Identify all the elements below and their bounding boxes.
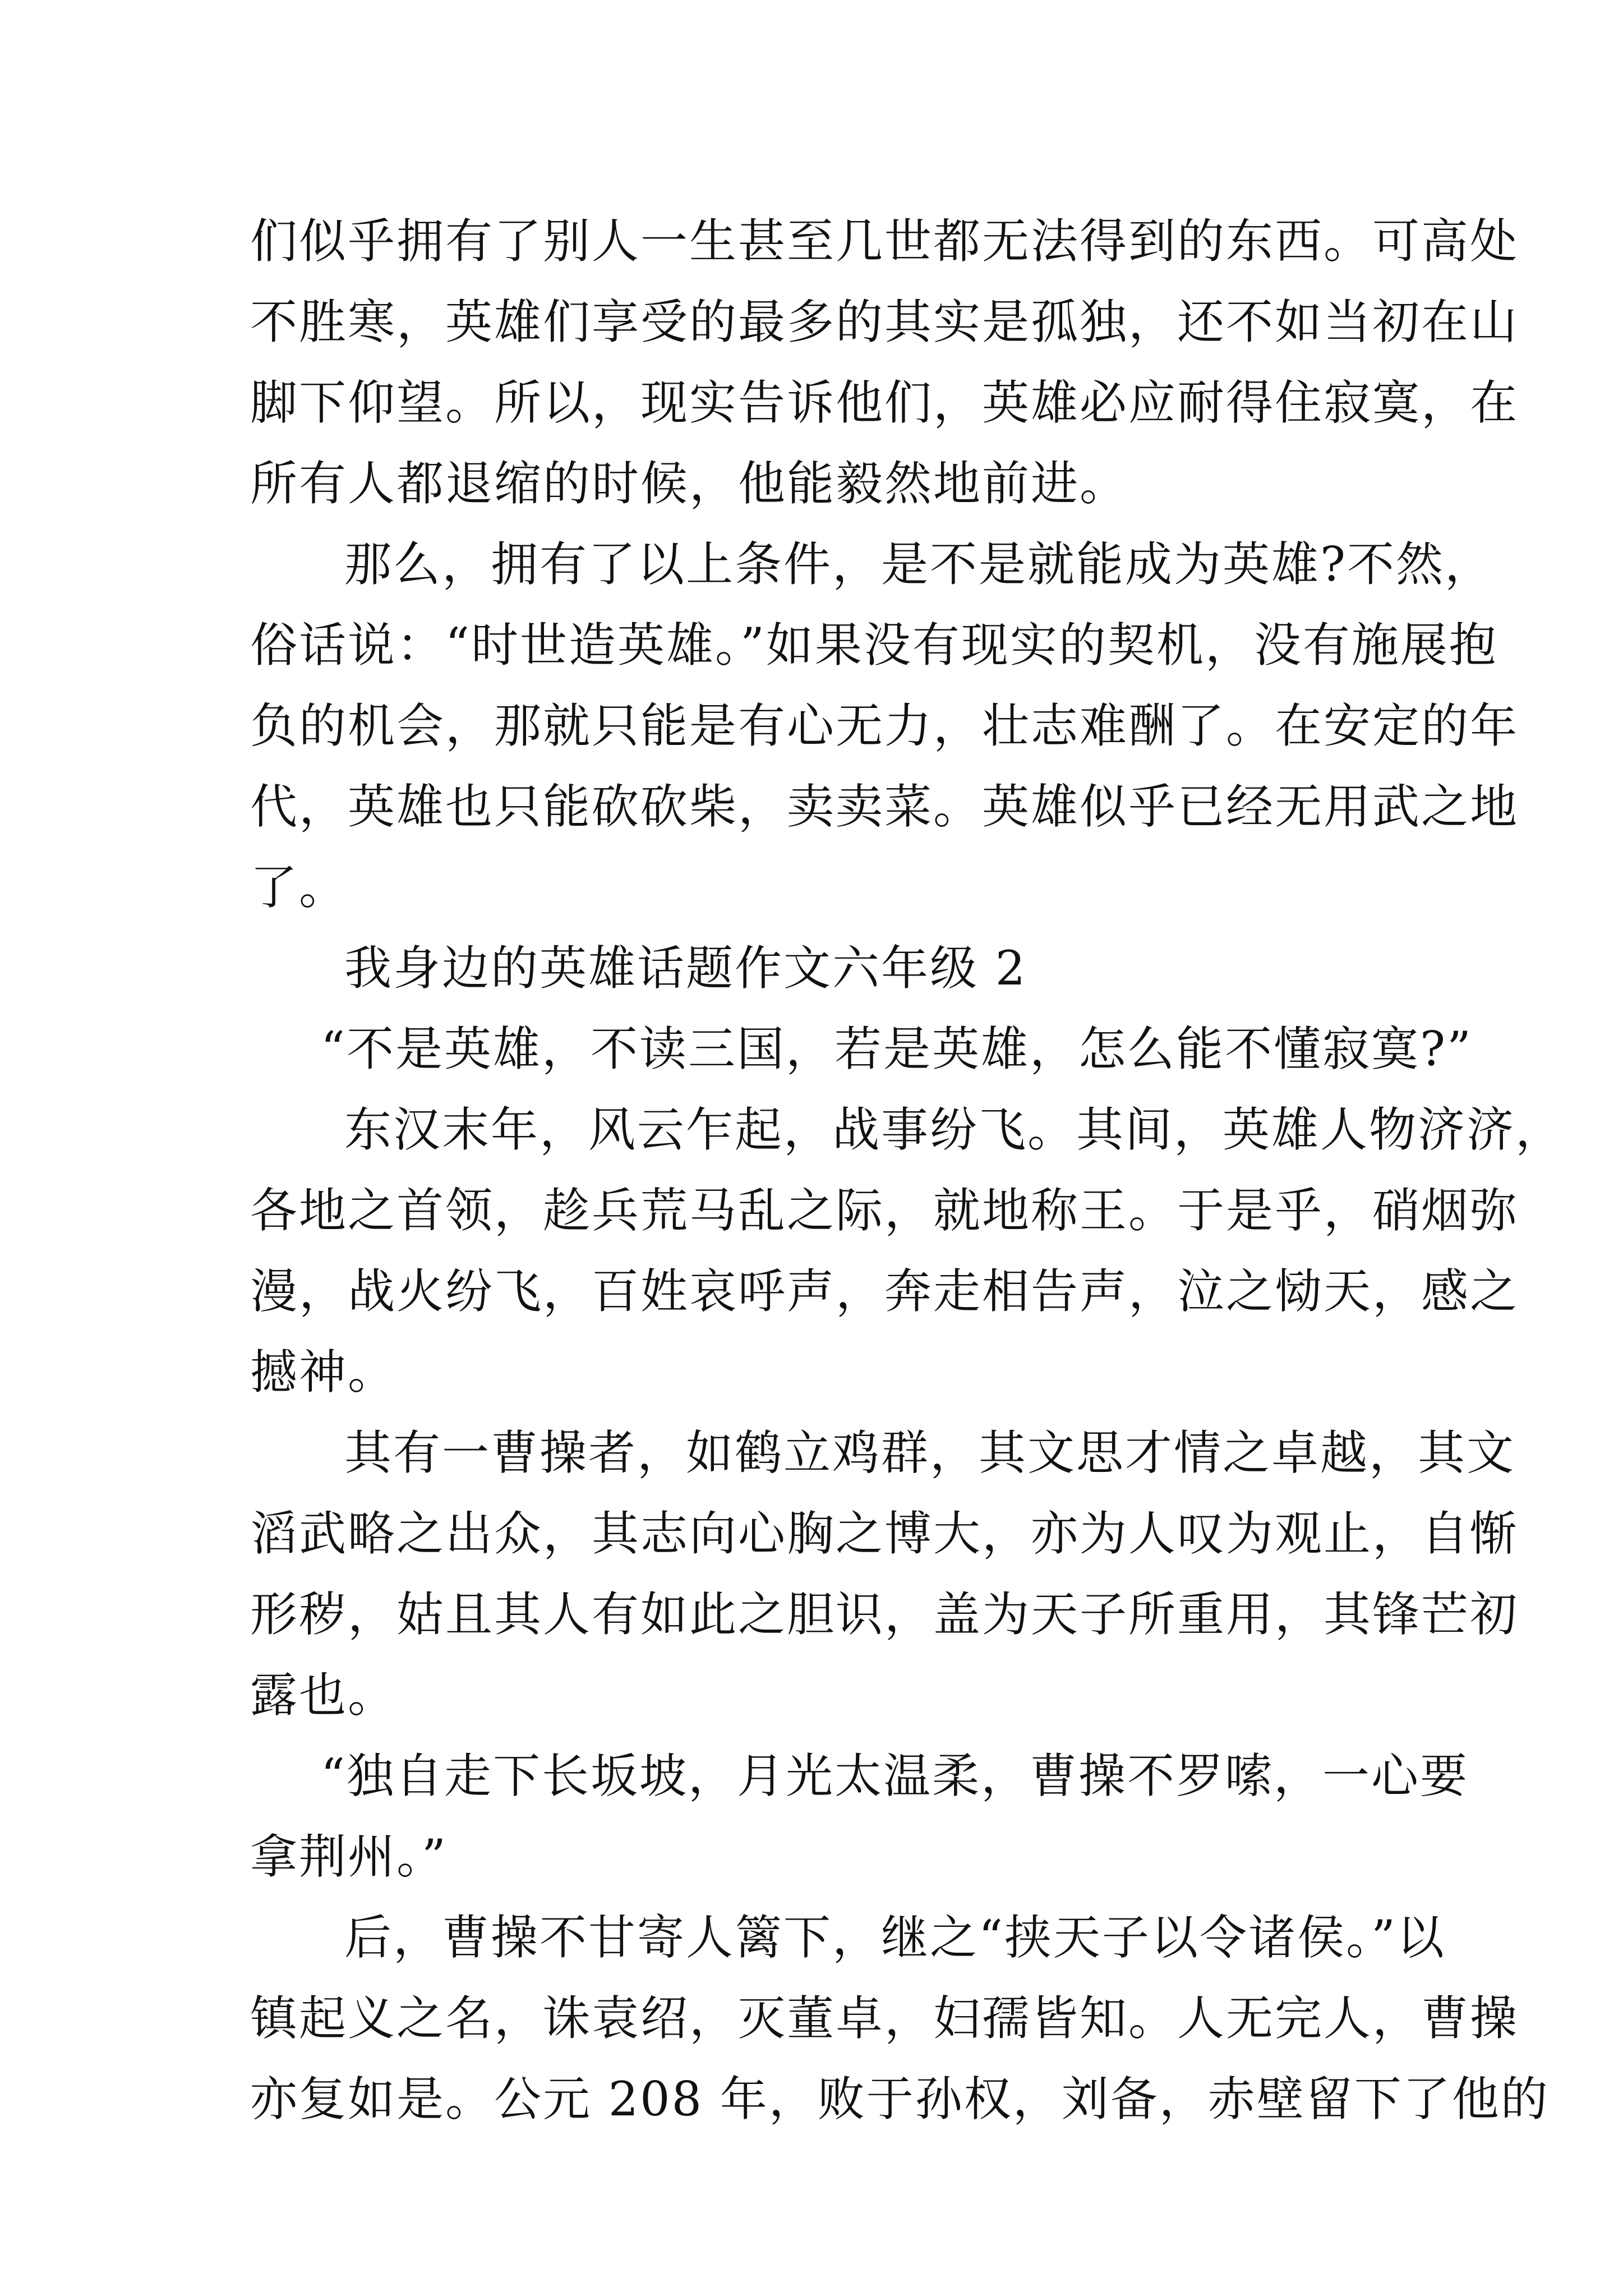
text-line: 俗话说：“时世造英雄。”如果没有现实的契机，没有施展抱	[250, 618, 1498, 673]
paragraph	[250, 928, 1394, 1009]
text-line: 不胜寒，英雄们享受的最多的其实是孤独，还不如当初在山	[250, 295, 1519, 349]
text-line: 们似乎拥有了别人一生甚至几世都无法得到的东西。可高处	[250, 214, 1519, 269]
text-line: 滔武略之出众，其志向心胸之博大，亦为人叹为观止，自惭	[250, 1506, 1519, 1561]
paragraph	[250, 1736, 1469, 1897]
text-line: “不是英雄，不读三国，若是英雄，怎么能不懂寂寞?”	[321, 1022, 1473, 1076]
text-line: 撼神。	[250, 1345, 397, 1400]
text-line: 脚下仰望。所以，现实告诉他们，英雄必应耐得住寂寞，在	[250, 375, 1519, 430]
paragraph	[250, 524, 1519, 928]
paragraph	[250, 1009, 1473, 1089]
text-line: 拿荆州。”	[250, 1829, 448, 1884]
text-line: 露也。	[250, 1668, 397, 1723]
paragraph	[250, 1089, 1565, 1412]
text-line: 后，曹操不甘寄人篱下，继之“挟天子以令诸侯。”以	[344, 1910, 1446, 1965]
text-line: 那么，拥有了以上条件，是不是就能成为英雄?不然，	[344, 537, 1494, 592]
text-line: 代，英雄也只能砍砍柴，卖卖菜。英雄似乎已经无用武之地	[250, 779, 1519, 834]
text-line: 我身边的英雄话题作文六年级 2	[344, 941, 1027, 996]
text-line: 负的机会，那就只能是有心无力，壮志难酬了。在安定的年	[250, 698, 1519, 753]
text-line: 了。	[250, 860, 348, 915]
paragraph	[250, 201, 1519, 524]
text-line: 漫，战火纷飞，百姓哀呼声，奔走相告声，泣之恸天，感之	[250, 1264, 1519, 1319]
document-body	[250, 201, 1565, 2139]
text-line: 形秽，姑且其人有如此之胆识，盖为天子所重用，其锋芒初	[250, 1587, 1519, 1642]
text-line: 镇起义之名，诛袁绍，灭董卓，妇孺皆知。人无完人，曹操	[250, 1991, 1519, 2046]
text-line: 其有一曹操者，如鹤立鸡群，其文思才情之卓越，其文	[344, 1425, 1516, 1480]
text-line: “独自走下长坂坡，月光太温柔，曹操不罗嗦，一心要	[321, 1749, 1469, 1803]
text-line: 亦复如是。公元 208 年，败于孙权，刘备，赤壁留下了他的	[250, 2072, 1550, 2127]
text-line: 各地之首领，趁兵荒马乱之际，就地称王。于是乎，硝烟弥	[250, 1183, 1519, 1238]
text-line: 东汉末年，风云乍起，战事纷飞。其间，英雄人物济济，	[344, 1102, 1565, 1157]
text-line: 所有人都退缩的时候，他能毅然地前进。	[250, 456, 1129, 511]
paragraph	[250, 1412, 1519, 1736]
paragraph	[250, 1897, 1550, 2139]
